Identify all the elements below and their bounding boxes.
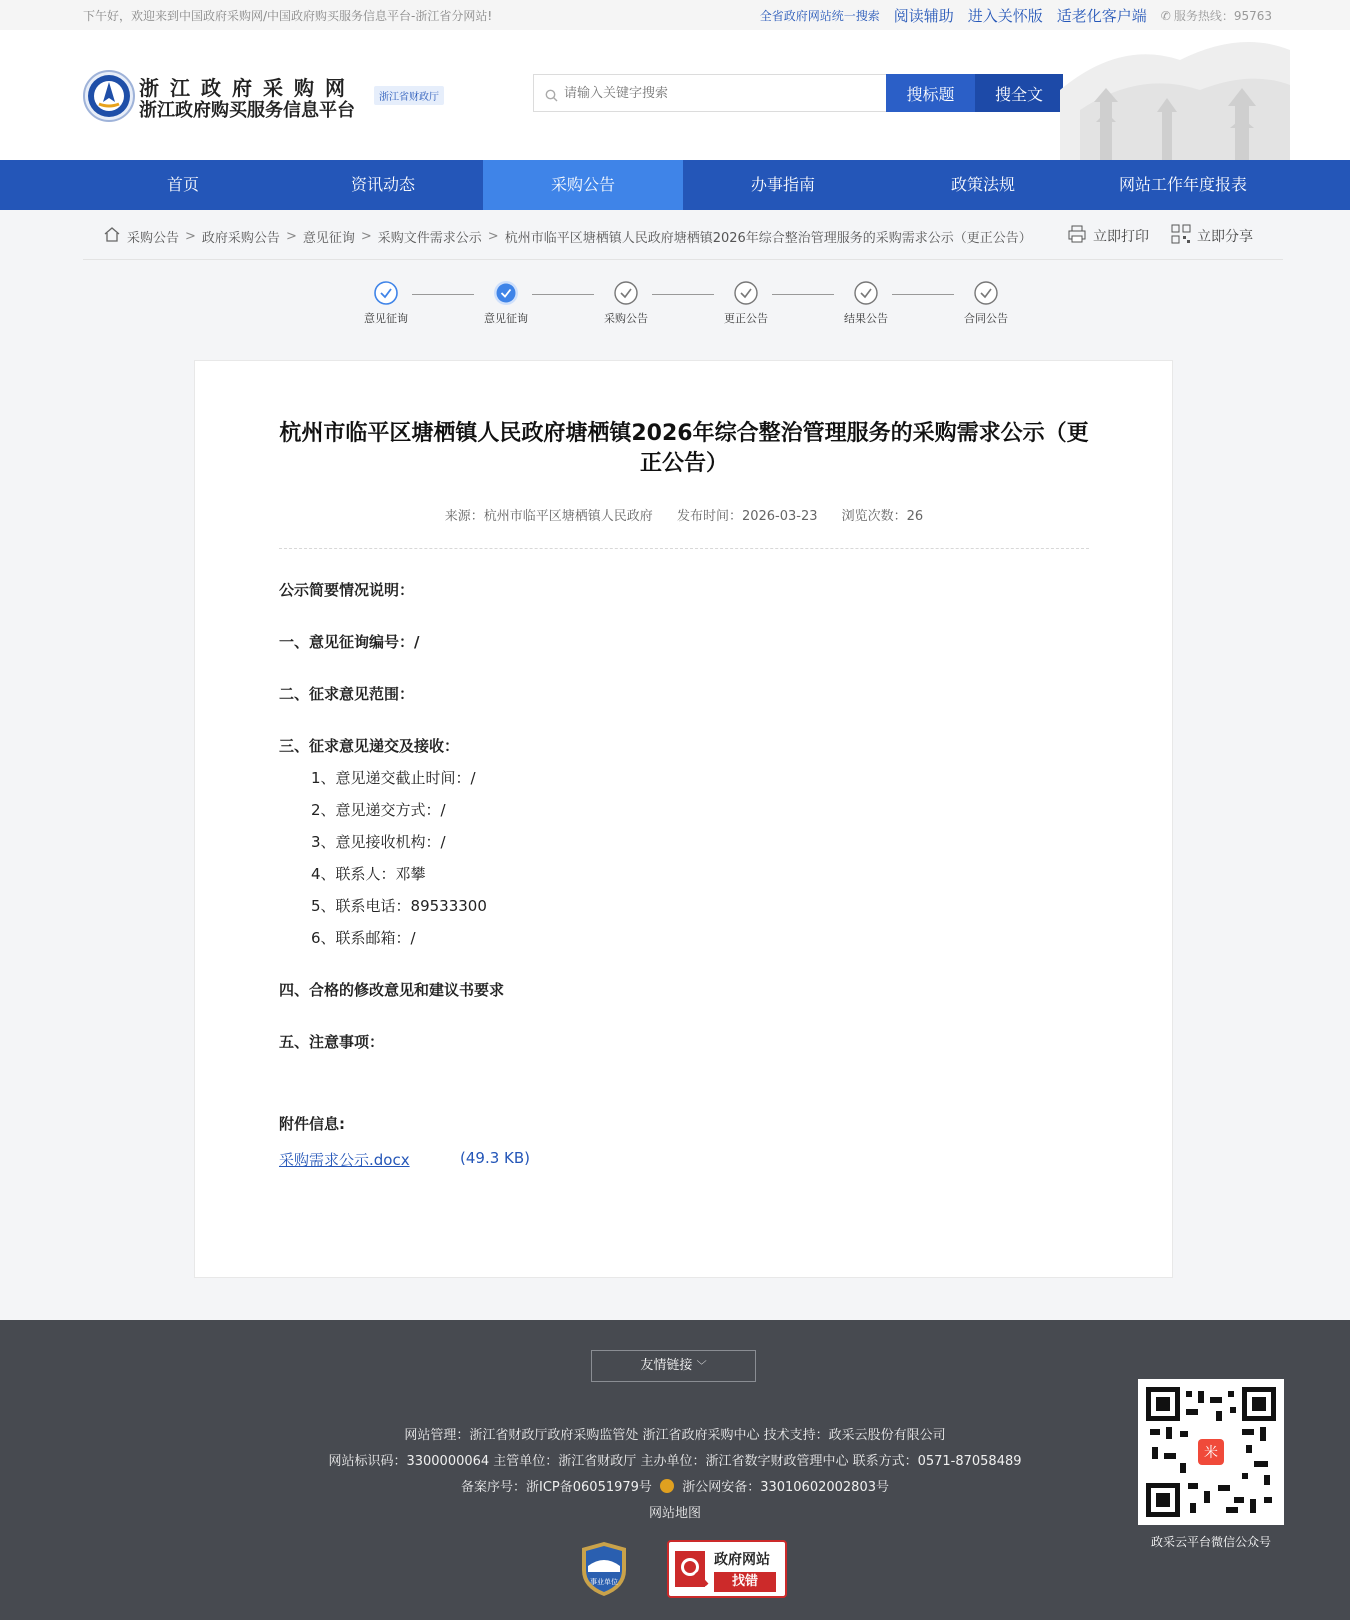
breadcrumb: 采购公告 > 政府采购公告 > 意见征询 > 采购文件需求公示 > 杭州市临平区塘栖镇人民政府塘栖镇2026年综合整治管理服务的采购需求公示（更正公告） 立即打印 立即分享 xyxy=(83,210,1283,260)
reading-assist-link[interactable]: 阅读辅助 xyxy=(893,7,954,25)
check-circle-icon xyxy=(613,280,639,306)
nav-policy[interactable]: 政策法规 xyxy=(950,175,1015,194)
elderly-client-link[interactable]: 适老化客户端 xyxy=(1056,7,1147,25)
crumb-gov-procurement[interactable]: 政府采购公告 xyxy=(201,230,280,246)
main-nav xyxy=(0,160,1350,210)
wechat-qr-code xyxy=(1138,1379,1284,1525)
summary-heading: 公示简要情况说明： xyxy=(279,581,415,599)
hotline-text: 服务热线：95763 xyxy=(1173,9,1272,23)
list-item: 1、意见递交截止时间：/ xyxy=(311,769,476,787)
attachment-link[interactable]: 采购需求公示.docx xyxy=(279,1151,410,1169)
friend-links-dropdown[interactable] xyxy=(591,1350,756,1382)
print-label: 立即打印 xyxy=(1093,229,1149,245)
qr-code-icon xyxy=(1171,224,1191,248)
check-circle-icon xyxy=(973,280,999,306)
step-2 xyxy=(476,280,536,326)
section-5: 五、注意事项： xyxy=(279,1033,385,1051)
badge1-text: 事业单位 xyxy=(590,1578,618,1586)
chevron-down-icon: ﹀ xyxy=(696,1361,707,1372)
attachment-label: 附件信息: xyxy=(279,1115,345,1133)
step-4 xyxy=(716,280,776,326)
step-label: 意见征询 xyxy=(484,312,528,325)
nav-guide[interactable]: 办事指南 xyxy=(750,175,815,194)
public-institution-badge-icon[interactable] xyxy=(578,1540,630,1598)
print-button[interactable] xyxy=(1067,224,1149,248)
nav-home[interactable]: 首页 xyxy=(166,175,199,194)
share-button[interactable] xyxy=(1171,224,1253,248)
step-label: 采购公告 xyxy=(604,312,648,325)
svg-text:米: 米 xyxy=(1204,1445,1218,1461)
article-meta xyxy=(279,505,1089,524)
search-icon xyxy=(545,87,558,106)
site-logo-icon[interactable] xyxy=(83,70,135,122)
step-label: 更正公告 xyxy=(724,312,768,325)
friend-links-label: 友情链接 xyxy=(640,1358,693,1373)
section-2: 二、征求意见范围： xyxy=(279,685,415,703)
share-label: 立即分享 xyxy=(1197,229,1253,245)
check-circle-icon xyxy=(733,280,759,306)
home-icon[interactable] xyxy=(103,226,121,246)
section-3: 三、征求意见递交及接收： xyxy=(279,737,460,755)
step-label: 意见征询 xyxy=(364,312,408,325)
top-links xyxy=(760,5,1272,26)
step-3 xyxy=(596,280,656,326)
step-5 xyxy=(836,280,896,326)
list-item: 6、联系邮箱：/ xyxy=(311,929,416,947)
crumb-opinion-inquiry[interactable]: 意见征询 xyxy=(302,230,355,246)
search-input[interactable] xyxy=(564,75,874,111)
pagoda-decoration-icon xyxy=(1060,30,1290,160)
step-label: 合同公告 xyxy=(964,312,1008,325)
badge2-line1: 政府网站 xyxy=(714,1552,770,1568)
footer xyxy=(0,1320,1350,1620)
article-title: 杭州市临平区塘栖镇人民政府塘栖镇2026年综合整治管理服务的采购需求公示（更正公告） xyxy=(279,421,1089,476)
search-title-button[interactable]: 搜标题 xyxy=(886,74,975,112)
step-1 xyxy=(356,280,416,326)
list-item: 4、联系人：邓攀 xyxy=(311,865,426,883)
list-item: 5、联系电话：89533300 xyxy=(311,897,487,915)
search-fulltext-button[interactable]: 搜全文 xyxy=(975,74,1063,112)
crumb-current: 杭州市临平区塘栖镇人民政府塘栖镇2026年综合整治管理服务的采购需求公示（更正公告） xyxy=(504,230,1032,246)
section-1: 一、意见征询编号：/ xyxy=(279,633,420,651)
top-bar xyxy=(0,0,1350,30)
nav-annual-report[interactable]: 网站工作年度报表 xyxy=(1118,175,1247,194)
article-views: 浏览次数：26 xyxy=(841,509,924,524)
unified-search-link[interactable]: 全省政府网站统一搜索 xyxy=(759,9,880,23)
search-box xyxy=(533,74,887,112)
divider xyxy=(279,548,1089,549)
care-mode-link[interactable]: 进入关怀版 xyxy=(967,7,1043,25)
sitemap-link[interactable]: 网站地图 xyxy=(648,1506,701,1521)
icp-link[interactable]: 备案序号：浙ICP备06051979号 xyxy=(461,1480,652,1495)
qr-caption: 政采云平台微信公众号 xyxy=(1150,1535,1271,1549)
police-badge-icon xyxy=(660,1479,674,1493)
footer-management: 网站管理：浙江省财政厅政府采购监管处 浙江省政府采购中心 技术支持：政采云股份有限公司 xyxy=(404,1428,946,1443)
hotline xyxy=(1161,7,1272,24)
nav-news[interactable]: 资讯动态 xyxy=(350,175,415,194)
badge2-line2: 找错 xyxy=(714,1572,776,1592)
footer-identifiers: 网站标识码：3300000064 主管单位：浙江省财政厅 主办单位：浙江省数字财政管理中心 联系方式：0571-87058489 xyxy=(328,1454,1022,1469)
brand-tag: 浙江省财政厅 xyxy=(374,86,444,105)
article-source: 来源：杭州市临平区塘栖镇人民政府 xyxy=(444,509,653,524)
brand-line-1: 浙江政府采购网 xyxy=(139,76,356,100)
welcome-text: 下午好，欢迎来到中国政府采购网/中国政府购买服务信息平台-浙江省分网站! xyxy=(83,9,493,23)
section-4: 四、合格的修改意见和建议书要求 xyxy=(279,981,505,999)
step-6 xyxy=(956,280,1016,326)
magnifier-icon xyxy=(673,1545,713,1595)
crumb-demand-disclosure[interactable]: 采购文件需求公示 xyxy=(377,230,482,246)
header xyxy=(0,30,1350,160)
gov-site-error-report-badge[interactable] xyxy=(667,1540,787,1598)
check-circle-icon xyxy=(373,280,399,306)
printer-icon xyxy=(1067,224,1087,248)
article-publish-time: 发布时间：2026-03-23 xyxy=(676,509,818,524)
crumb-procurement-notices[interactable]: 采购公告 xyxy=(127,230,180,246)
list-item: 3、意见接收机构：/ xyxy=(311,833,446,851)
phone-icon: ✆ xyxy=(1160,8,1171,23)
police-record-link[interactable]: 浙公网安备：33010602002803号 xyxy=(682,1480,889,1495)
list-item: 2、意见递交方式：/ xyxy=(311,801,446,819)
check-circle-icon xyxy=(853,280,879,306)
step-label: 结果公告 xyxy=(844,312,888,325)
attachment-size: (49.3 KB) xyxy=(460,1149,530,1167)
article-card xyxy=(194,360,1173,1278)
brand-line-2: 浙江政府购买服务信息平台 xyxy=(139,100,355,121)
nav-procurement-notices[interactable]: 采购公告 xyxy=(483,160,683,210)
check-circle-active-icon xyxy=(493,280,519,306)
